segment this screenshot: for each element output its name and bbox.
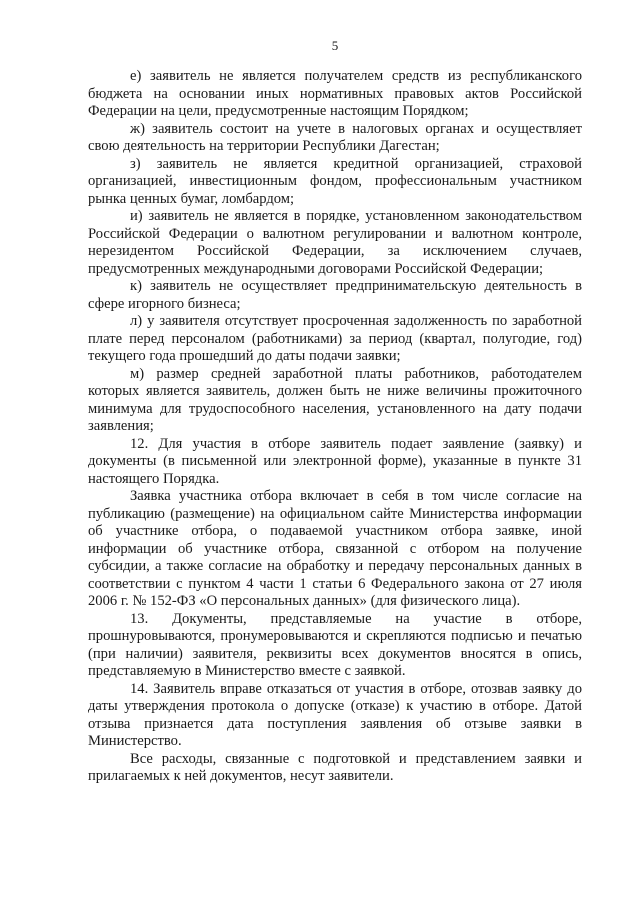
paragraph-12: 12. Для участия в отборе заявитель подает заявление (заявку) и документы (в письменной или электронной форме), указанные в пункте 31 настоящего Порядка. <box>88 435 582 487</box>
paragraph-k: к) заявитель не осуществляет предпринимательскую деятельность в сфере игорного бизнеса; <box>88 278 582 312</box>
paragraph-14: 14. Заявитель вправе отказаться от участия в отборе, отозвав заявку до даты утверждения протокола о допуске (отказе) к участию в отборе. Датой отзыва признается дата поступления заявления об отзыве заявки в Министерство. <box>88 680 582 749</box>
paragraph-application-consent: Заявка участника отбора включает в себя в том числе согласие на публикацию (размещение) на официальном сайте Министерства информации об участнике отбора, о подаваемой участником отбора заявке, иной информации об участнике отбора, связанной с отбором на получение субсидии, а также согласие на обработку и передачу персональных данных в соответствии с пунктом 4 части 1 статьи 6 Федерального закона от 27 июля 2006 г. № 152-ФЗ «О персональных данных» (для физического лица). <box>88 488 582 609</box>
paragraph-l: л) у заявителя отсутствует просроченная задолженность по заработной плате перед персоналом (работниками) за период (квартал, полугодие, год) текущего года прошедший до даты подачи заявки; <box>88 313 582 364</box>
paragraph-zh: ж) заявитель состоит на учете в налоговых органах и осуществляет свою деятельность на территории Республики Дагестан; <box>88 120 582 154</box>
paragraph-z: з) заявитель не является кредитной организацией, страховой организацией, инвестиционным фондом, профессиональным участником рынка ценных бумаг, ломбардом; <box>88 155 582 207</box>
paragraph-13: 13. Документы, представляемые на участие в отборе, прошнуровываются, пронумеровываются и скрепляются подписью и печатью (при наличии) заявителя, реквизиты всех документов вносятся в опись, представляемую в Министерство вместе с заявкой. <box>88 610 582 679</box>
document-body <box>88 68 582 786</box>
paragraph-e: е) заявитель не является получателем средств из республиканского бюджета на основании иных нормативных правовых актов Российской Федерации на цели, предусмотренные настоящим Порядком; <box>88 68 582 119</box>
paragraph-m: м) размер средней заработной платы работников, работодателем которых является заявитель, должен быть не ниже величины прожиточного минимума для трудоспособного населения, установленного на дату подачи заявления; <box>88 365 582 434</box>
paragraph-expenses: Все расходы, связанные с подготовкой и представлением заявки и прилагаемых к ней документов, несут заявители. <box>88 750 582 784</box>
paragraph-i: и) заявитель не является в порядке, установленном законодательством Российской Федерации о валютном регулировании и валютном контроле, нерезидентом Российской Федерации, за исключением случаев, предусмотренных международными договорами Российской Федерации; <box>88 208 582 277</box>
page-number: 5 <box>331 38 339 53</box>
